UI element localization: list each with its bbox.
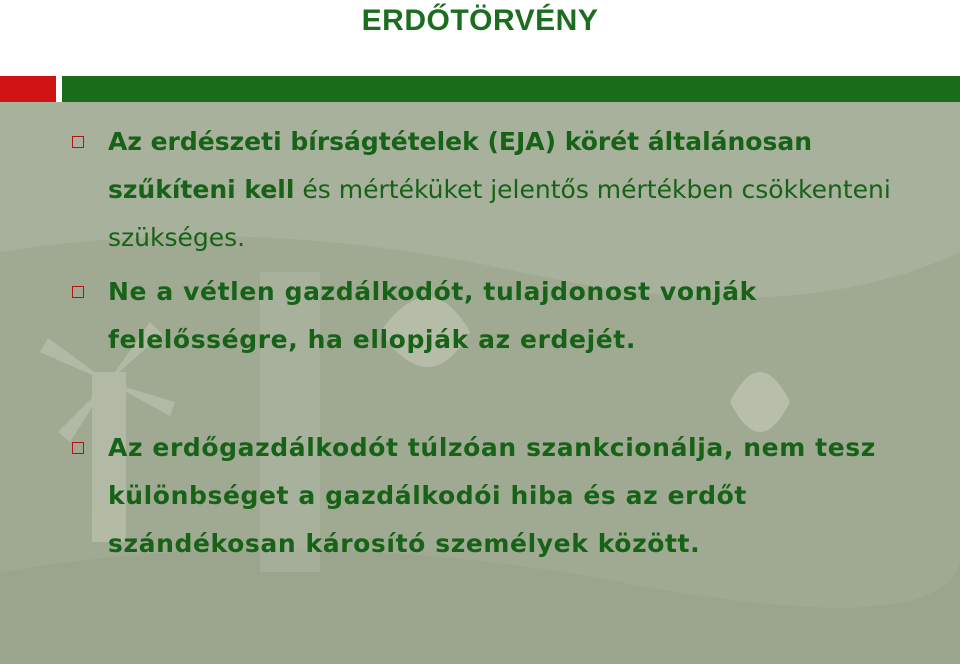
bullet-point-1-highlight: Az erdészeti bírságtételek (EJA) körét általánosan szűkíteni kell xyxy=(108,127,813,204)
bullet-icon xyxy=(72,442,84,454)
accent-bar-red xyxy=(0,76,56,102)
bullet-point-2: Ne a vétlen gazdálkodót, tulajdonost vonják felelősségre, ha ellopják az erdejét. xyxy=(108,277,757,354)
bullet-point-1 xyxy=(108,118,938,262)
bullet-icon xyxy=(72,286,84,298)
slide-title: ERDŐTÖRVÉNY xyxy=(361,4,599,37)
accent-bar-green xyxy=(62,76,960,102)
bullet-icon xyxy=(72,136,84,148)
bullet-point-3: Az erdőgazdálkodót túlzóan szankcionálja, nem tesz különbséget a gazdálkodói hiba és az erdőt szándékosan károsító személyek között. xyxy=(108,433,876,558)
bullet-point-1-rest: és mértéküket jelentős mértékben csökkenteni szükséges. xyxy=(108,175,891,252)
